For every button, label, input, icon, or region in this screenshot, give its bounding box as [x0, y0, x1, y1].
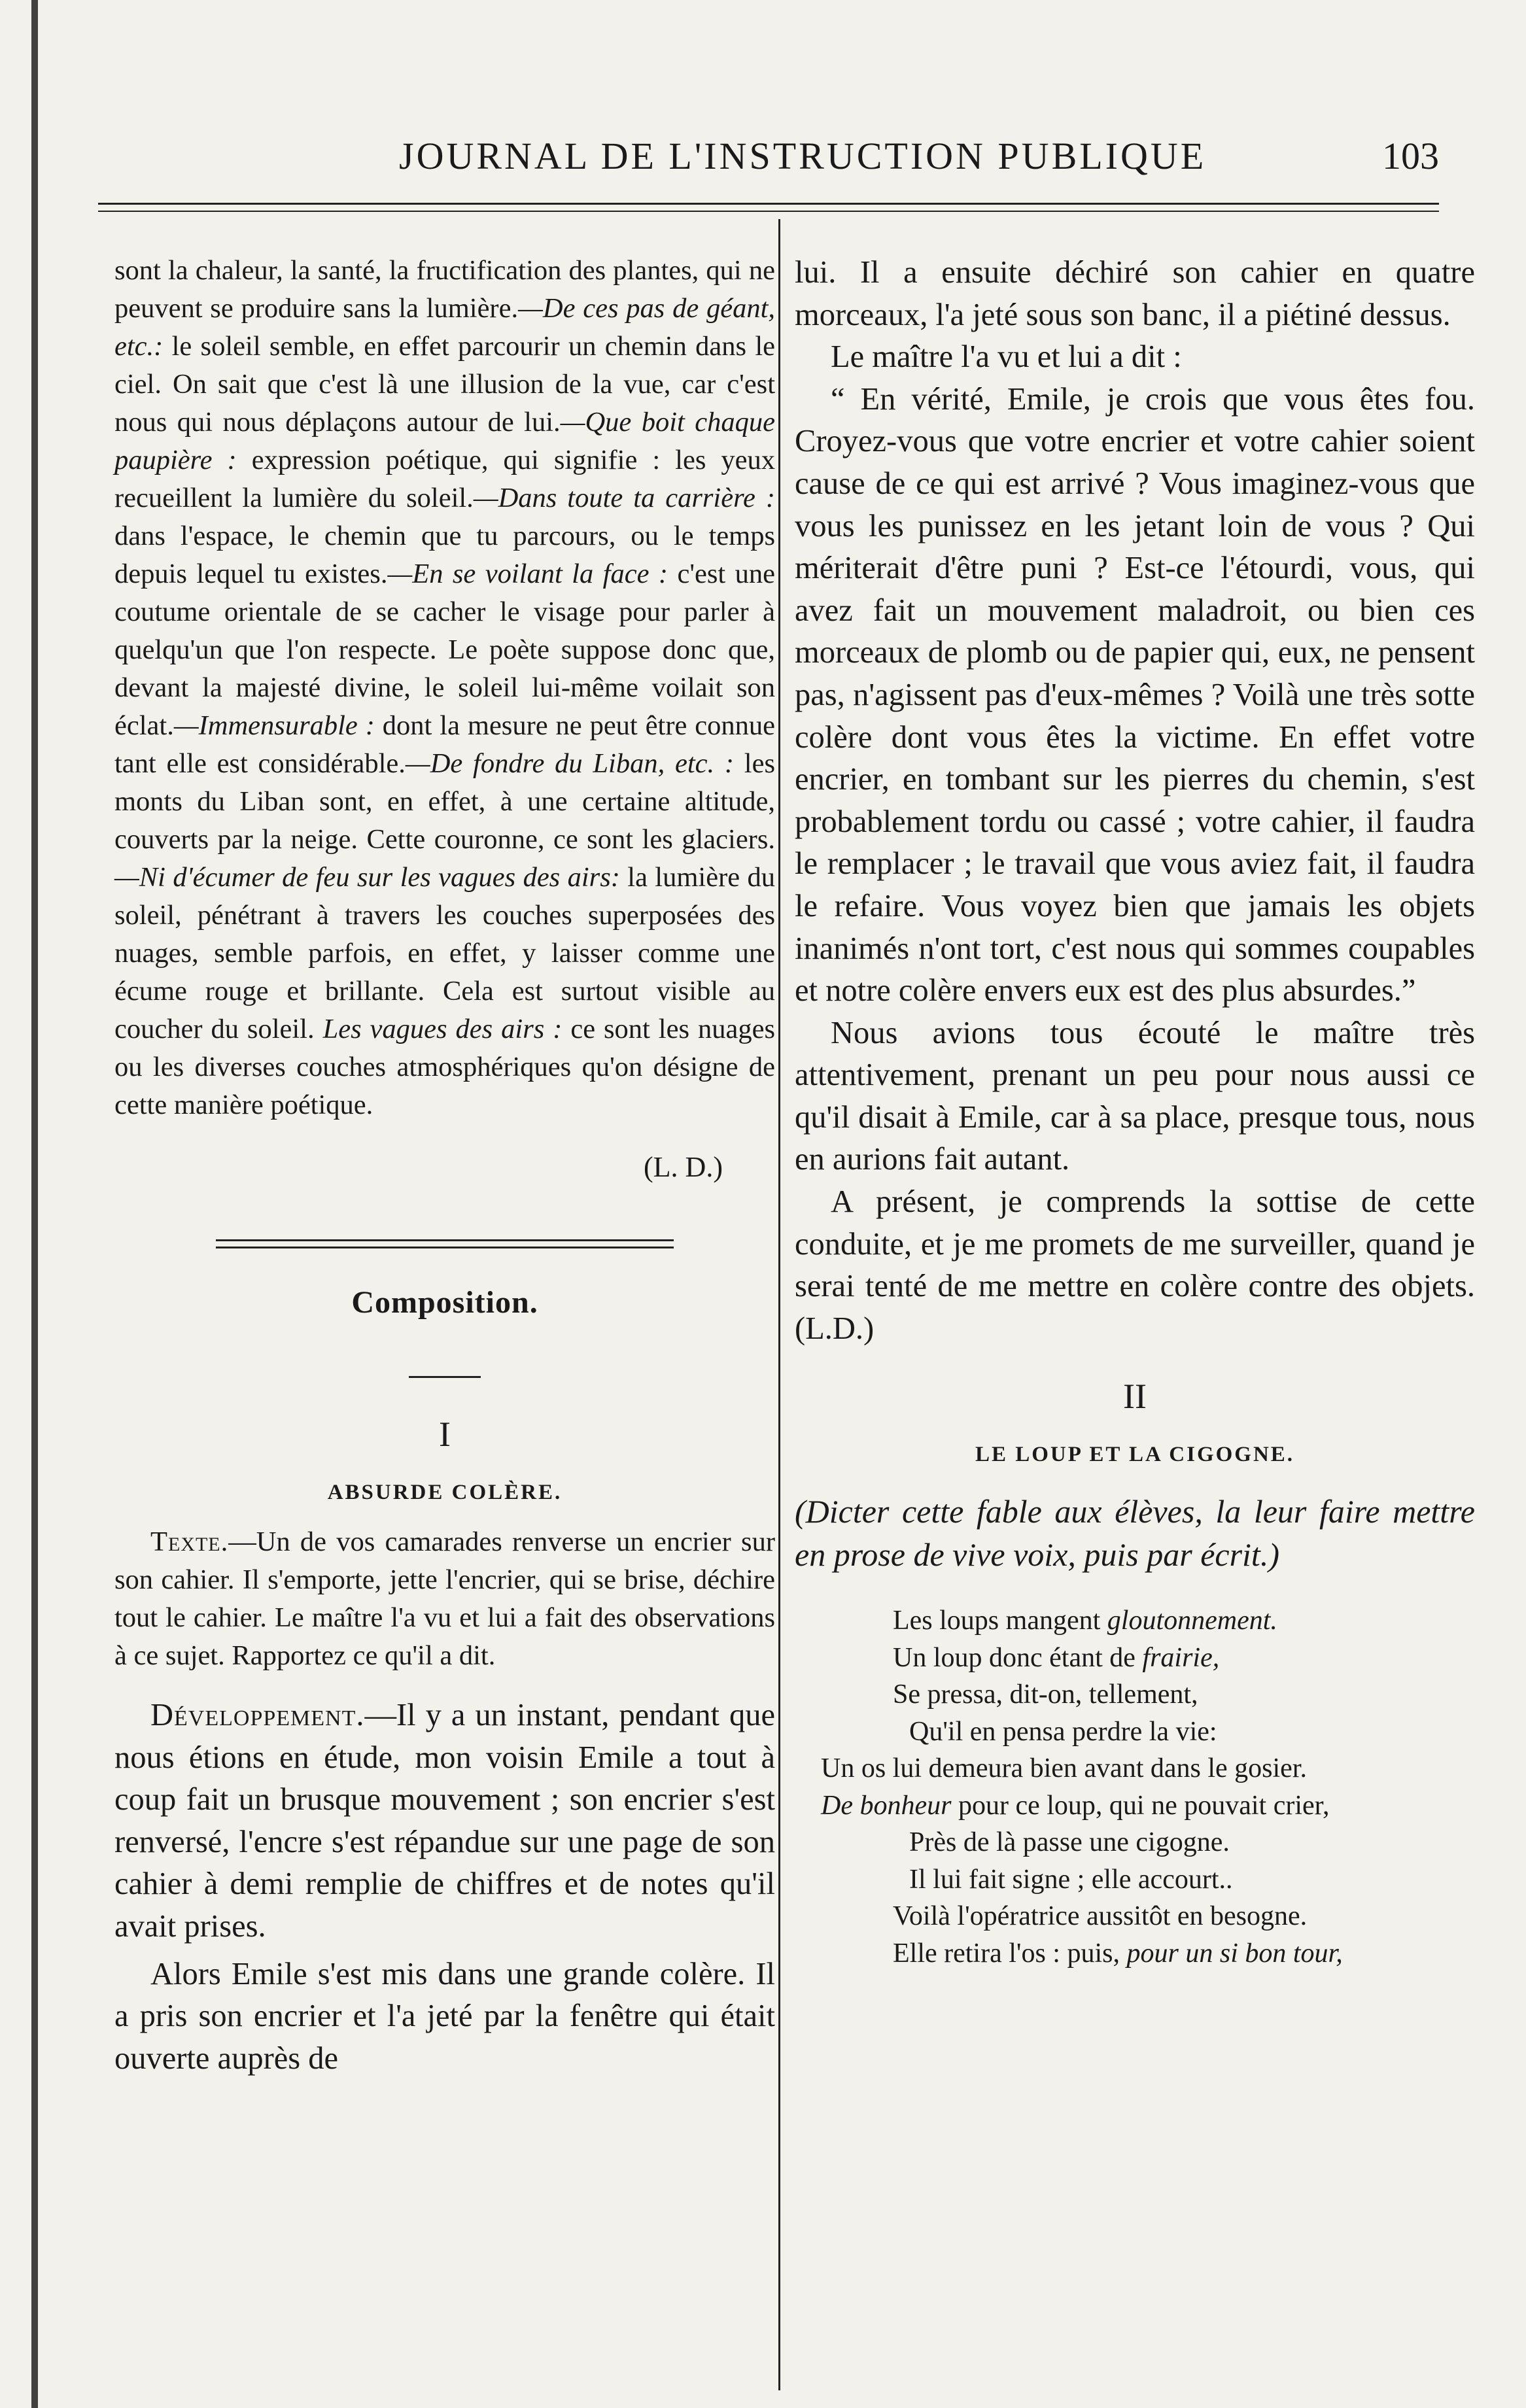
column-divider [778, 219, 780, 2390]
paragraph-conclusion: A présent, je comprends la sottise de cette conduite, et je me promets de me surveiller, quand je serai tenté de me mettre en colère contre des objets. (L.D.) [795, 1184, 1475, 1346]
poem-line: Un loup donc étant de frairie, [893, 1642, 1220, 1673]
section-rule [216, 1239, 674, 1248]
right-column [795, 252, 1475, 1972]
footnotes-paragraph [114, 252, 775, 1124]
roman-numeral: I [439, 1415, 451, 1454]
development-paragraph [114, 1694, 775, 1948]
note-ref: —Immensurable : [173, 710, 375, 741]
texte-label: Texte. [150, 1526, 229, 1557]
header-rule-thin [98, 211, 1439, 212]
poem-line: Qu'il en pensa perdre la vie: [909, 1716, 1217, 1747]
binding-line [31, 0, 38, 2408]
fable-poem [795, 1602, 1475, 1972]
paragraph-alors: Alors Emile s'est mis dans une grande colère. Il a pris son encrier et l'a jeté par la fenêtre qui était ouverte auprès de [114, 1956, 775, 2076]
fable-title: LE LOUP ET LA CIGOGNE. [975, 1443, 1295, 1467]
note-text: c'est une coutume orientale de se cacher le visage pour parler à quelqu'un que l'on respecte. Le poète suppose donc que, devant la majesté divine, le soleil lui-même voilait son éclat. [114, 559, 775, 741]
development-label: Développement. [150, 1698, 365, 1732]
story-title: ABSURDE COLÈRE. [327, 1481, 563, 1504]
note-text: la lumière du soleil, pénétrant à travers les couches superposées des nuages, semble parfois, en effet, y laisser comme une écume rouge et brillante. Cela est surtout visible au coucher du soleil. [114, 862, 775, 1044]
poem-line: Il lui fait signe ; elle accourt.. [909, 1864, 1233, 1895]
dictation-instruction: (Dicter cette fable aux élèves, la leur faire mettre en prose de vive voix, puis par écrit.) [795, 1493, 1475, 1574]
poem-line: Les loups mangent gloutonnement. [893, 1606, 1277, 1636]
poem-line: Un os lui demeura bien avant dans le gosier. [821, 1753, 1307, 1784]
note-text: ce sont les nuages ou les diverses couches atmosphériques qu'on désigne de cette manière poétique. [114, 1014, 775, 1120]
header-rule [98, 203, 1439, 205]
note-ref: —En se voilant la face : [387, 559, 668, 589]
note-text: dans l'espace, le chemin que tu parcours, ou le temps depuis lequel tu existes. [114, 521, 775, 589]
texte-paragraph [114, 1523, 775, 1675]
note-ref: —Que boit chaque paupière : [114, 407, 775, 475]
note-ref: Les vagues des airs : [322, 1014, 563, 1044]
section-title: Composition. [351, 1285, 538, 1320]
note-ref: —Ni d'écumer de feu sur les vagues des airs: [114, 862, 620, 893]
note-text: les monts du Liban sont, en effet, à une certaine altitude, couverts par la neige. Cette couronne, ce sont les glaciers. [114, 748, 775, 855]
note-text: sont la chaleur, la santé, la fructification des plantes, qui ne peuvent se produire sans la lumière. [114, 255, 775, 324]
paragraph-attentivement: Nous avions tous écouté le maître très attentivement, prenant un peu pour nous aussi ce qu'il disait à Emile, car à sa place, presque tous, nous en aurions fait autant. [795, 1015, 1475, 1177]
paragraph-speech: “ En vérité, Emile, je crois que vous êtes fou. Croyez-vous que votre encrier et votre cahier soient cause de ce qui est arrivé ? Vous imaginez-vous que vous les punissez en les jetant loin de vous ? Qui mériterait d'être puni ? Est-ce l'étourdi, vous, qui avez fait un mouvement maladroit, ou bien ces morceaux de plomb ou de papier qui, eux, ne pensent pas, n'agissent pas d'eux-mêmes ? Voilà une très sotte colère dont vous êtes la victime. En effet votre encrier, en tombant sur les pierres du chemin, s'est probablement tordu ou cassé ; votre cahier, il faudra le remplacer ; le travail que vous aviez fait, il faudra le refaire. Vous voyez bien que jamais les objets inanimés n'ont tort, c'est nous qui sommes coupables et notre colère envers eux est des plus absurdes.” [795, 381, 1475, 1008]
note-text: le soleil semble, en effet parcourir un chemin dans le ciel. On sait que c'est là une illusion de la vue, car c'est nous qui nous déplaçons autour de lui. [114, 331, 775, 438]
note-text: dont la mesure ne peut être connue tant elle est considérable. [114, 710, 776, 779]
poem-line: Se pressa, dit-on, tellement, [893, 1679, 1198, 1710]
running-title: JOURNAL DE L'INSTRUCTION PUBLIQUE [399, 135, 1207, 177]
note-ref: —Dans toute ta carrière : [473, 483, 776, 513]
development-body: —Il y a un instant, pendant que nous étions en étude, mon voisin Emile a tout à coup fait un brusque mouvement ; son encrier s'est renversé, l'encre s'est répandue sur une page de son cahier à demi remplie de chiffres et de notes qu'il avait prises. [114, 1698, 775, 1944]
note-text: expression poétique, qui signifie : les yeux recueillent la lumière du soleil. [114, 445, 776, 513]
poem-line: Voilà l'opératrice aussitôt en besogne. [893, 1901, 1308, 1932]
paragraph-continuation: lui. Il a ensuite déchiré son cahier en quatre morceaux, l'a jeté sous son banc, il a piétiné dessus. [795, 255, 1475, 332]
poem-line: Elle retira l'os : puis, pour un si bon tour, [893, 1938, 1343, 1969]
poem-line: De bonheur pour ce loup, qui ne pouvait crier, [821, 1790, 1330, 1821]
paragraph-maitre: Le maître l'a vu et lui a dit : [831, 339, 1182, 375]
note-ref: —De fondre du Liban, etc. : [405, 748, 735, 779]
signature: (L. D.) [644, 1151, 723, 1183]
roman-numeral: II [1123, 1377, 1147, 1417]
page-header [98, 134, 1439, 186]
left-column [114, 252, 775, 2080]
note-ref: —De ces pas de géant, etc.: [114, 293, 776, 362]
short-rule [409, 1376, 481, 1378]
texte-body: —Un de vos camarades renverse un encrier sur son cahier. Il s'emporte, jette l'encrier, qui se brise, déchire tout le cahier. Le maître l'a vu et lui a fait des observations à ce sujet. Rapportez ce qu'il a dit. [114, 1526, 775, 1671]
page-number: 103 [1382, 135, 1439, 177]
poem-line: Près de là passe une cigogne. [909, 1827, 1230, 1858]
